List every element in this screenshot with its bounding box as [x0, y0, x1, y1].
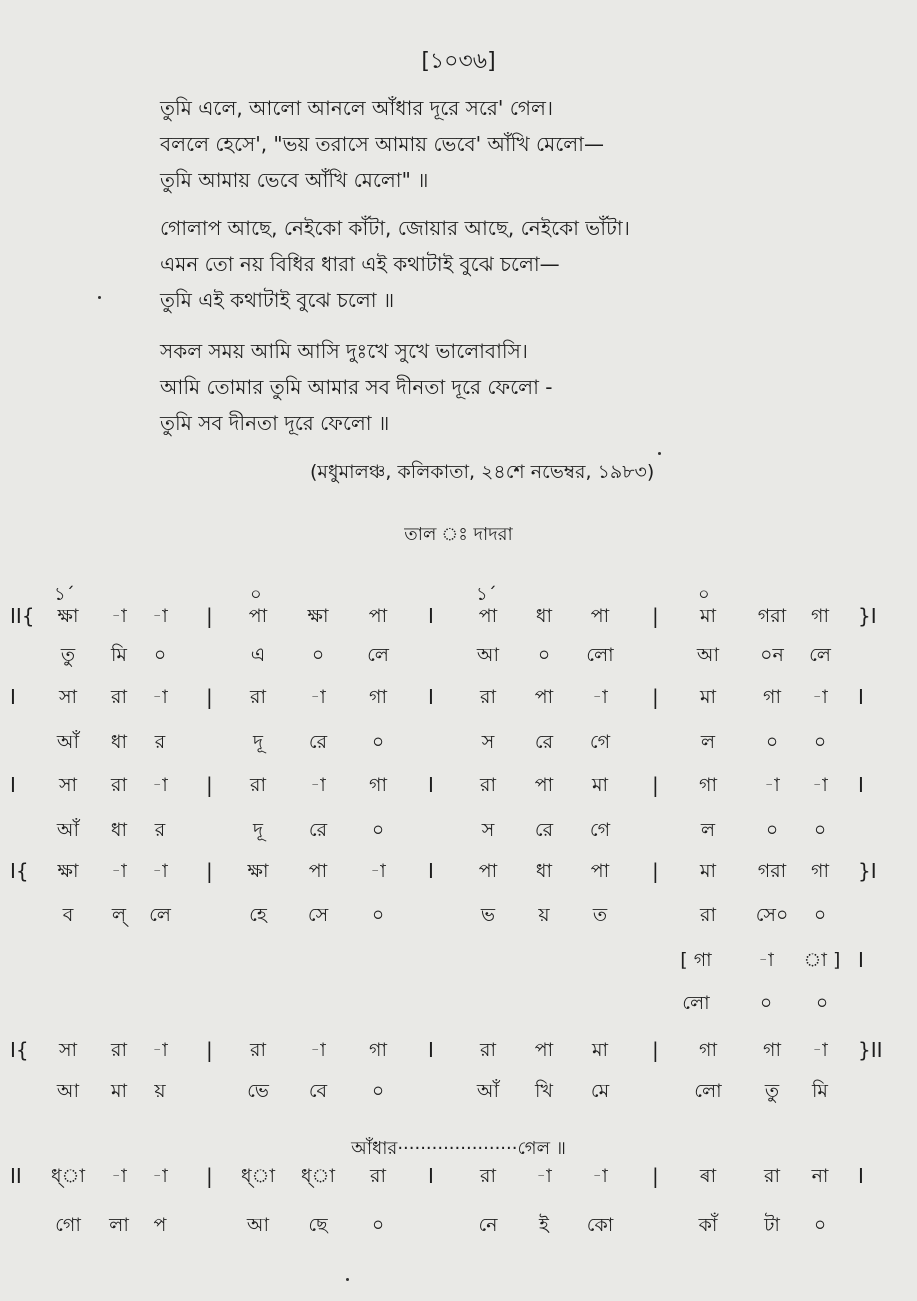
- bar-line-right: }I: [858, 859, 877, 883]
- lyric-line: সকল সময় আমি আসি দুঃখে সুখে ভালোবাসি।: [160, 339, 528, 363]
- bar-divider: |: [206, 604, 213, 628]
- swara-note: -া: [111, 1165, 127, 1187]
- lyric-syllable: র: [154, 819, 166, 841]
- bar-line-left: I: [10, 773, 16, 797]
- lyric-syllable: আঁ: [56, 819, 80, 841]
- swara-note: ধ্া: [301, 1165, 335, 1187]
- lyric-syllable: ০: [371, 1080, 385, 1102]
- tala-heading: তাল ঃ দাদরা: [404, 524, 513, 545]
- lyric-syllable: ০: [371, 1214, 385, 1236]
- page-speck: [658, 452, 661, 455]
- lyric-syllable: মি: [812, 1080, 828, 1102]
- bar-divider: |: [206, 1038, 213, 1062]
- lyric-syllable: রে: [534, 819, 554, 841]
- swara-note: -া: [812, 686, 828, 708]
- lyric-syllable: কো: [586, 1214, 614, 1236]
- lyric-syllable: ০: [765, 819, 779, 841]
- lyric-syllable: স: [481, 819, 495, 841]
- lyric-syllable: ০ন: [760, 644, 784, 666]
- swara-note: মা: [699, 860, 717, 882]
- swara-note: -া: [111, 605, 127, 627]
- lyric-syllable: ০: [371, 904, 385, 926]
- swara-note: পা: [308, 860, 328, 882]
- lyric-syllable: বে: [308, 1080, 328, 1102]
- lyric-syllable: আঁ: [476, 1080, 500, 1102]
- swara-note: -া: [152, 1165, 168, 1187]
- swara-note: রা: [111, 1039, 127, 1061]
- beat-mark: ১´: [476, 584, 497, 605]
- lyric-syllable: ছে: [308, 1214, 328, 1236]
- swara-note: -া: [152, 774, 168, 796]
- lyric-syllable: ০: [813, 1214, 827, 1236]
- swara-note: -া: [812, 1039, 828, 1061]
- swara-note: -া: [310, 1039, 326, 1061]
- bar-line-left: I{: [10, 859, 29, 883]
- lyric-row: [0, 810, 917, 850]
- lyric-syllable: য়: [154, 1080, 166, 1102]
- refrain-marker: আঁধার·····················গেল ॥: [351, 1138, 566, 1159]
- swara-note: রা: [250, 774, 266, 796]
- swara-note: গা: [369, 1039, 387, 1061]
- swara-note: পা: [590, 860, 610, 882]
- lyric-syllable: দূ: [253, 731, 263, 753]
- swara-note: -া: [152, 605, 168, 627]
- bar-divider: |: [652, 773, 659, 797]
- bar-line-right: I: [858, 948, 864, 972]
- swara-note: পা: [478, 605, 498, 627]
- swara-note: মা: [591, 1039, 609, 1061]
- lyric-row: [0, 895, 917, 935]
- lyric-syllable: হে: [249, 904, 267, 926]
- lyric-syllable: ত: [592, 904, 608, 926]
- swara-note: -া: [592, 1165, 608, 1187]
- swara-note: রা: [480, 1039, 496, 1061]
- lyric-syllable: লে: [809, 644, 831, 666]
- lyric-syllable: লো: [694, 1080, 722, 1102]
- bar-line-right: I: [858, 1164, 864, 1188]
- lyric-row: [0, 722, 917, 762]
- lyric-syllable: তু: [60, 644, 76, 666]
- swara-note: রা: [111, 686, 127, 708]
- bar-divider: I: [428, 773, 434, 797]
- lyric-syllable: য়: [538, 904, 550, 926]
- lyric-syllable: রা: [700, 904, 716, 926]
- bar-divider: |: [652, 685, 659, 709]
- lyric-line: আমি তোমার তুমি আমার সব দীনতা দূরে ফেলো -: [160, 375, 553, 399]
- lyric-syllable: রে: [308, 819, 328, 841]
- lyric-syllable: ০: [311, 644, 325, 666]
- swara-note: -া: [592, 686, 608, 708]
- swara-note: -া: [764, 774, 780, 796]
- swara-note: -া: [152, 860, 168, 882]
- swara-note: -া: [758, 949, 774, 971]
- swara-note: [ গা: [680, 949, 712, 971]
- bar-divider: |: [652, 1164, 659, 1188]
- beat-mark: ১´: [54, 584, 75, 605]
- lyric-syllable: ভে: [247, 1080, 269, 1102]
- swara-note: ক্ষা: [247, 860, 269, 882]
- lyric-syllable: রে: [534, 731, 554, 753]
- lyric-syllable: গো: [55, 1214, 81, 1236]
- swara-row: [0, 940, 917, 980]
- lyric-syllable: লে: [367, 644, 389, 666]
- page-number: [১০৩৬]: [421, 49, 496, 74]
- swara-row: [0, 596, 917, 636]
- swara-note: গা: [811, 860, 829, 882]
- lyric-syllable: গে: [589, 819, 611, 841]
- bar-divider: |: [652, 859, 659, 883]
- swara-note: ধা: [535, 605, 553, 627]
- swara-note: -া: [152, 686, 168, 708]
- swara-note: ক্ষা: [57, 605, 79, 627]
- swara-note: গা: [763, 1039, 781, 1061]
- lyric-syllable: মা: [110, 1080, 128, 1102]
- lyric-syllable: তু: [764, 1080, 780, 1102]
- bar-divider: |: [652, 604, 659, 628]
- lyric-syllable: ল: [700, 731, 716, 753]
- bar-line-right: }I: [858, 604, 877, 628]
- swara-note: মা: [699, 605, 717, 627]
- lyric-syllable: ০: [813, 731, 827, 753]
- lyric-syllable: স: [481, 731, 495, 753]
- swara-note: মা: [699, 686, 717, 708]
- swara-note: ধ্া: [51, 1165, 85, 1187]
- lyric-syllable: আ: [696, 644, 720, 666]
- bar-line-right: I: [858, 773, 864, 797]
- swara-note: রা: [250, 1039, 266, 1061]
- swara-note: া ]: [803, 949, 841, 971]
- swara-note: গরা: [757, 860, 787, 882]
- lyric-line: এমন তো নয় বিধির ধারা এই কথাটাই বুঝে চলো—: [160, 252, 560, 276]
- swara-row: [0, 1030, 917, 1070]
- lyric-syllable: মে: [590, 1080, 610, 1102]
- swara-row: [0, 765, 917, 805]
- swara-note: রা: [480, 686, 496, 708]
- swara-note: ৰা: [699, 1165, 717, 1187]
- lyric-syllable: খি: [535, 1080, 553, 1102]
- lyric-syllable: লো: [586, 644, 614, 666]
- swara-note: না: [811, 1165, 829, 1187]
- page-speck: [98, 296, 101, 299]
- swara-note: গা: [763, 686, 781, 708]
- lyric-syllable: কাঁ: [698, 1214, 718, 1236]
- lyric-syllable: সে০: [755, 904, 789, 926]
- lyric-syllable: র: [154, 731, 166, 753]
- bar-divider: I: [428, 685, 434, 709]
- lyric-syllable: ০: [813, 904, 827, 926]
- swara-note: পা: [534, 1039, 554, 1061]
- bar-divider: I: [428, 604, 434, 628]
- swara-note: -া: [536, 1165, 552, 1187]
- swara-note: রা: [111, 774, 127, 796]
- beat-mark: ০: [250, 584, 262, 605]
- lyric-syllable: গে: [589, 731, 611, 753]
- swara-note: গা: [699, 1039, 717, 1061]
- lyric-line: তুমি সব দীনতা দূরে ফেলো ॥: [160, 411, 390, 435]
- swara-note: পা: [368, 605, 388, 627]
- swara-note: মা: [591, 774, 609, 796]
- swara-note: গা: [699, 774, 717, 796]
- swara-note: রা: [250, 686, 266, 708]
- lyric-syllable: আ: [56, 1080, 80, 1102]
- swara-note: গা: [369, 774, 387, 796]
- lyric-syllable: ০: [537, 644, 551, 666]
- swara-note: পা: [478, 860, 498, 882]
- swara-note: -া: [812, 774, 828, 796]
- lyric-line: তুমি আমায় ভেবে আঁখি মেলো" ॥: [160, 168, 429, 192]
- swara-note: রা: [480, 774, 496, 796]
- bar-line-left: II{: [10, 604, 35, 628]
- lyric-syllable: ০: [815, 992, 829, 1014]
- swara-note: -া: [310, 774, 326, 796]
- lyric-line: তুমি এই কথাটাই বুঝে চলো ॥: [160, 288, 395, 312]
- bar-divider: I: [428, 859, 434, 883]
- swara-note: সা: [58, 774, 78, 796]
- lyric-syllable: ভ: [480, 904, 496, 926]
- lyric-syllable: প: [153, 1214, 167, 1236]
- swara-note: পা: [248, 605, 268, 627]
- bar-divider: |: [206, 685, 213, 709]
- beat-mark: ০: [698, 584, 710, 605]
- bar-divider: |: [206, 859, 213, 883]
- lyric-syllable: ধা: [110, 819, 128, 841]
- location-date: (মধুমালঞ্চ, কলিকাতা, ২৪শে নভেম্বর, ১৯৮৩): [310, 461, 655, 483]
- lyric-syllable: রে: [308, 731, 328, 753]
- bar-divider: I: [428, 1038, 434, 1062]
- lyric-syllable: ল্: [111, 904, 127, 926]
- lyric-syllable: নে: [478, 1214, 498, 1236]
- bar-line-right: I: [858, 685, 864, 709]
- lyric-syllable: আ: [246, 1214, 270, 1236]
- lyric-syllable: সে: [307, 904, 329, 926]
- lyric-syllable: টা: [764, 1214, 780, 1236]
- lyric-syllable: ০: [371, 819, 385, 841]
- swara-note: গা: [369, 686, 387, 708]
- bar-divider: I: [428, 1164, 434, 1188]
- lyric-row: [0, 1205, 917, 1245]
- lyric-syllable: দূ: [253, 819, 263, 841]
- lyric-syllable: ০: [765, 731, 779, 753]
- lyric-syllable: ধা: [110, 731, 128, 753]
- swara-note: ক্ষা: [307, 605, 329, 627]
- lyric-row: [0, 635, 917, 675]
- lyric-line: বললে হেসে', "ভয় তরাসে আমায় ভেবে' আঁখি মেলো—: [160, 132, 604, 156]
- swara-note: সা: [58, 686, 78, 708]
- bar-line-left: I{: [10, 1038, 29, 1062]
- lyric-syllable: লো: [682, 992, 710, 1014]
- bar-divider: |: [206, 1164, 213, 1188]
- swara-note: -া: [370, 860, 386, 882]
- swara-note: রা: [480, 1165, 496, 1187]
- lyric-syllable: ব: [62, 904, 74, 926]
- lyric-syllable: লে: [149, 904, 171, 926]
- bar-line-left: I: [10, 685, 16, 709]
- lyric-syllable: আঁ: [56, 731, 80, 753]
- lyric-row: [0, 1071, 917, 1111]
- swara-note: -া: [152, 1039, 168, 1061]
- lyric-syllable: আ: [476, 644, 500, 666]
- lyric-syllable: ০: [813, 819, 827, 841]
- swara-note: ধা: [535, 860, 553, 882]
- swara-note: রা: [370, 1165, 386, 1187]
- bar-divider: |: [652, 1038, 659, 1062]
- swara-note: -া: [310, 686, 326, 708]
- lyric-syllable: ০: [759, 992, 773, 1014]
- swara-note: পা: [590, 605, 610, 627]
- swara-note: গা: [811, 605, 829, 627]
- swara-note: ক্ষা: [57, 860, 79, 882]
- swara-row: [0, 677, 917, 717]
- swara-note: পা: [534, 774, 554, 796]
- lyric-syllable: ০: [371, 731, 385, 753]
- lyric-syllable: মি: [111, 644, 127, 666]
- lyric-line: তুমি এলে, আলো আনলে আঁধার দূরে সরে' গেল।: [160, 96, 554, 120]
- lyric-syllable: ০: [153, 644, 167, 666]
- lyric-syllable: ই: [539, 1214, 549, 1236]
- bar-divider: |: [206, 773, 213, 797]
- bar-line-left: II: [10, 1164, 22, 1188]
- swara-note: -া: [111, 860, 127, 882]
- lyric-row: [0, 983, 917, 1023]
- swara-note: পা: [534, 686, 554, 708]
- bar-line-right: }II: [858, 1038, 883, 1062]
- swara-note: রা: [764, 1165, 780, 1187]
- page-speck: [346, 1278, 349, 1281]
- swara-note: গরা: [757, 605, 787, 627]
- lyric-syllable: এ: [250, 644, 266, 666]
- swara-row: [0, 851, 917, 891]
- lyric-line: গোলাপ আছে, নেইকো কাঁটা, জোয়ার আছে, নেইকো ভাঁটা।: [160, 216, 630, 240]
- swara-note: সা: [58, 1039, 78, 1061]
- lyric-syllable: ল: [700, 819, 716, 841]
- lyric-syllable: লা: [109, 1214, 129, 1236]
- swara-note: ধ্া: [241, 1165, 275, 1187]
